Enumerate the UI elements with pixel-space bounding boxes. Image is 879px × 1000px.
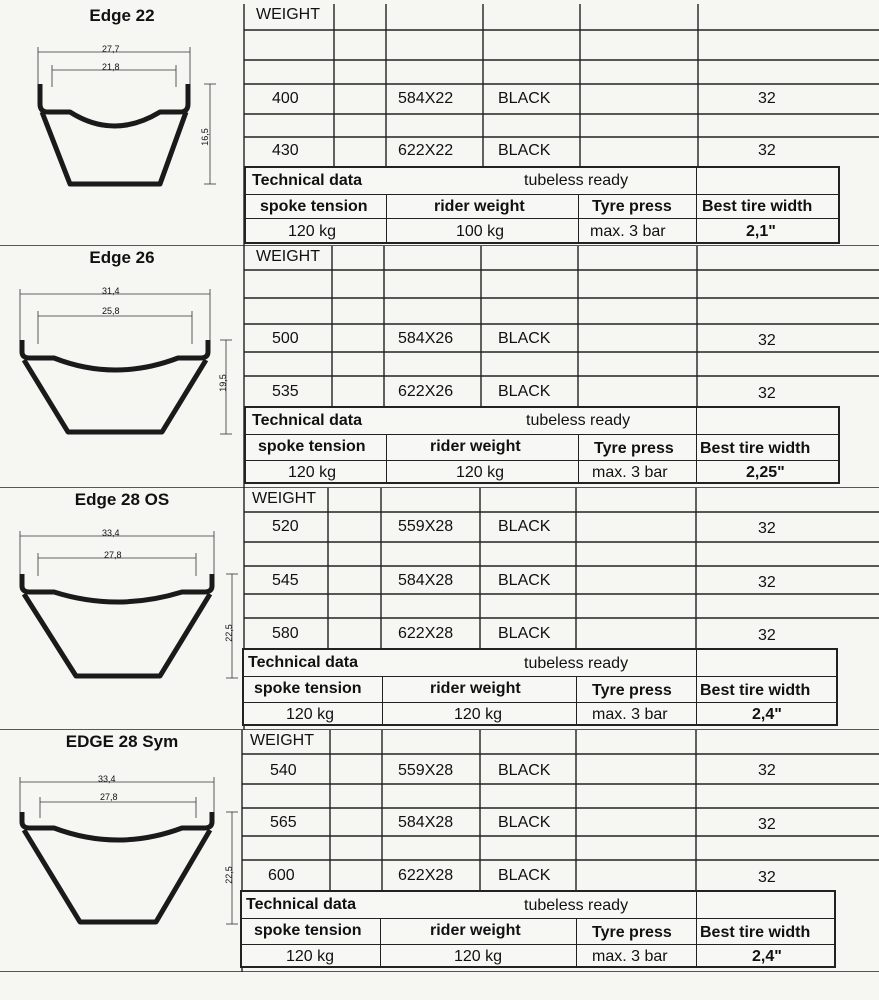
- weight-value: 520: [272, 518, 299, 535]
- spokes-value: 32: [758, 627, 776, 644]
- rider-weight-value: 120 kg: [454, 706, 503, 723]
- dim-height: 22,5: [223, 866, 234, 884]
- weight-value: 430: [272, 142, 299, 159]
- weight-value: 535: [272, 383, 299, 400]
- technical-data-title: Technical data: [252, 412, 362, 429]
- model-name: Edge 26: [89, 248, 155, 267]
- weight-value: 565: [270, 814, 297, 831]
- tyre-press-value: max. 3 bar: [592, 464, 668, 481]
- spokes-value: 32: [758, 816, 776, 833]
- spokes-value: 32: [758, 869, 776, 886]
- tyre-press-header: Tyre press: [592, 924, 672, 941]
- weight-value: 580: [272, 625, 299, 642]
- color-value: BLACK: [498, 814, 551, 831]
- size-value: 622X26: [398, 383, 454, 400]
- rider-weight-value: 120 kg: [454, 948, 503, 965]
- tyre-press-value: max. 3 bar: [592, 706, 668, 723]
- technical-data-title: Technical data: [252, 172, 362, 189]
- size-value: 584X28: [398, 814, 454, 831]
- best-tire-width-header: Best tire width: [700, 682, 811, 699]
- size-value: 622X22: [398, 142, 454, 159]
- tubeless-label: tubeless ready: [524, 897, 629, 914]
- size-value: 559X28: [398, 518, 454, 535]
- color-value: BLACK: [498, 518, 551, 535]
- weight-header: WEIGHT: [252, 490, 316, 507]
- dim-inner: 21,8: [102, 62, 120, 72]
- spokes-value: 32: [758, 90, 776, 107]
- tubeless-label: tubeless ready: [526, 412, 631, 429]
- tyre-press-value: max. 3 bar: [590, 223, 666, 240]
- rider-weight-header: rider weight: [430, 680, 521, 697]
- color-value: BLACK: [498, 867, 551, 884]
- weight-header: WEIGHT: [256, 6, 320, 23]
- rider-weight-header: rider weight: [430, 922, 521, 939]
- rider-weight-header: rider weight: [434, 198, 525, 215]
- color-value: BLACK: [498, 625, 551, 642]
- best-tire-width-value: 2,4": [752, 706, 782, 723]
- best-tire-width-header: Best tire width: [702, 198, 813, 215]
- weight-value: 400: [272, 90, 299, 107]
- tubeless-label: tubeless ready: [524, 655, 629, 672]
- best-tire-width-header: Best tire width: [700, 924, 811, 941]
- model-name: Edge 22: [89, 6, 155, 25]
- model-block-edge-28-sym: [0, 730, 879, 972]
- technical-data-title: Technical data: [248, 654, 358, 671]
- tubeless-label: tubeless ready: [524, 172, 629, 189]
- tyre-press-value: max. 3 bar: [592, 948, 668, 965]
- spoke-tension-header: spoke tension: [254, 680, 362, 697]
- color-value: BLACK: [498, 90, 551, 107]
- model-name: Edge 28 OS: [74, 490, 170, 509]
- model-name: EDGE 28 Sym: [65, 732, 179, 751]
- dim-outer: 33,4: [102, 528, 120, 538]
- dim-inner: 27,8: [104, 550, 122, 560]
- spokes-value: 32: [758, 520, 776, 537]
- weight-value: 500: [272, 330, 299, 347]
- color-value: BLACK: [498, 142, 551, 159]
- color-value: BLACK: [498, 330, 551, 347]
- rim-profile-drawing: [10, 516, 240, 716]
- spoke-tension-header: spoke tension: [254, 922, 362, 939]
- dim-inner: 25,8: [102, 306, 120, 316]
- dim-height: 16,5: [199, 128, 210, 146]
- dim-height: 19,5: [217, 374, 228, 392]
- size-value: 584X26: [398, 330, 454, 347]
- dim-inner: 27,8: [100, 792, 118, 802]
- technical-data-table: [242, 648, 838, 726]
- color-value: BLACK: [498, 572, 551, 589]
- model-block-edge-28-os: [0, 488, 879, 730]
- dim-outer: 33,4: [98, 774, 116, 784]
- weight-value: 540: [270, 762, 297, 779]
- rider-weight-value: 120 kg: [456, 464, 505, 481]
- spokes-value: 32: [758, 385, 776, 402]
- color-value: BLACK: [498, 383, 551, 400]
- weight-header: WEIGHT: [250, 732, 314, 749]
- size-value: 622X28: [398, 625, 454, 642]
- best-tire-width-header: Best tire width: [700, 440, 811, 457]
- rim-profile-drawing: [10, 274, 240, 474]
- weight-header: WEIGHT: [256, 248, 320, 265]
- size-value: 622X28: [398, 867, 454, 884]
- tyre-press-header: Tyre press: [592, 682, 672, 699]
- technical-data-title: Technical data: [246, 896, 356, 913]
- tyre-press-header: Tyre press: [594, 440, 674, 457]
- spoke-tension-header: spoke tension: [258, 438, 366, 455]
- best-tire-width-value: 2,1": [746, 223, 776, 240]
- dim-height: 22,5: [223, 624, 234, 642]
- model-block-edge-22: [0, 4, 879, 246]
- size-value: 584X22: [398, 90, 454, 107]
- rim-profile-drawing: [10, 758, 240, 958]
- spoke-tension-value: 120 kg: [288, 464, 337, 481]
- dim-outer: 27,7: [102, 44, 120, 54]
- spokes-value: 32: [758, 574, 776, 591]
- spoke-tension-value: 120 kg: [286, 706, 335, 723]
- weight-value: 600: [268, 867, 295, 884]
- spoke-tension-header: spoke tension: [260, 198, 368, 215]
- size-value: 584X28: [398, 572, 454, 589]
- best-tire-width-value: 2,25": [746, 464, 785, 481]
- technical-data-table: [244, 406, 840, 484]
- spokes-value: 32: [758, 332, 776, 349]
- rider-weight-header: rider weight: [430, 438, 521, 455]
- technical-data-table: [244, 166, 840, 244]
- rider-weight-value: 100 kg: [456, 223, 505, 240]
- spoke-tension-value: 120 kg: [288, 223, 337, 240]
- color-value: BLACK: [498, 762, 551, 779]
- size-value: 559X28: [398, 762, 454, 779]
- weight-value: 545: [272, 572, 299, 589]
- tyre-press-header: Tyre press: [592, 198, 672, 215]
- dim-outer: 31,4: [102, 286, 120, 296]
- model-block-edge-26: [0, 246, 879, 488]
- technical-data-table: [240, 890, 836, 968]
- spoke-tension-value: 120 kg: [286, 948, 335, 965]
- best-tire-width-value: 2,4": [752, 948, 782, 965]
- spokes-value: 32: [758, 142, 776, 159]
- spokes-value: 32: [758, 762, 776, 779]
